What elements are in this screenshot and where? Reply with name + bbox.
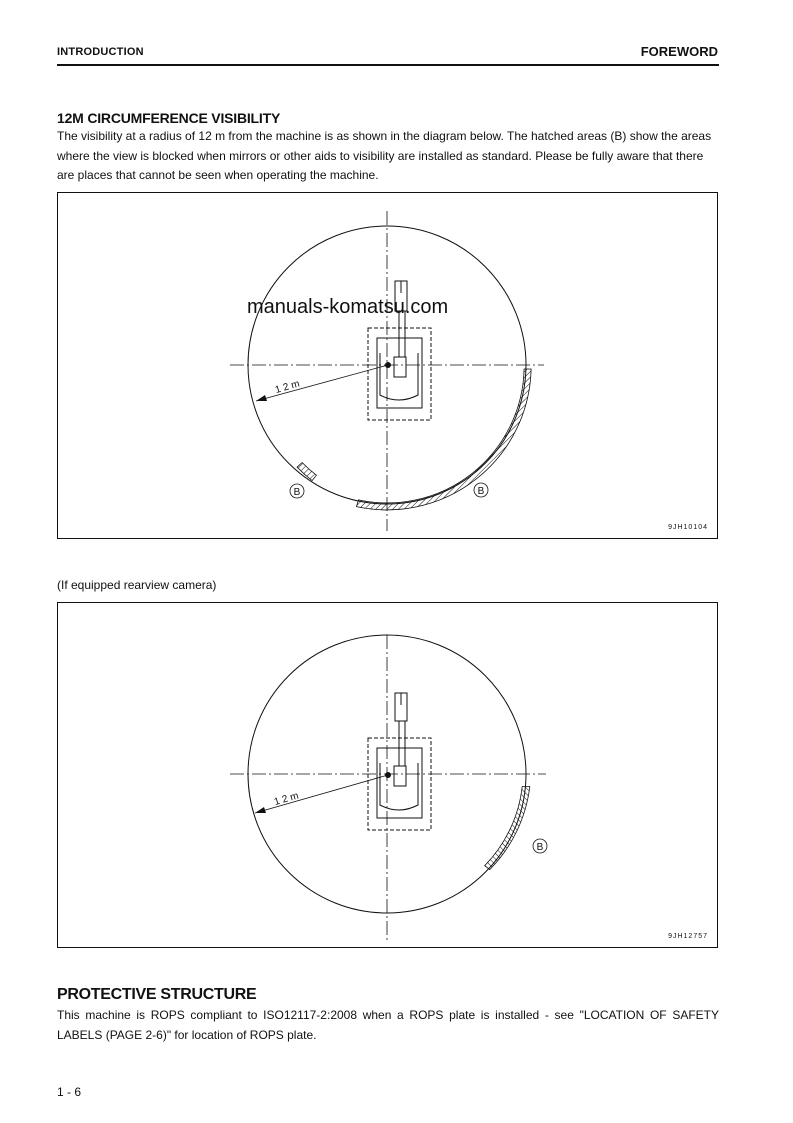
blocked-area-label-left: B [293,487,301,498]
figure-code: 9JH10104 [668,524,708,531]
blocked-area-label-rear: B [477,486,485,497]
machine-icon [368,693,431,830]
radius-arrowhead [255,807,266,813]
visibility-heading: 12M CIRCUMFERENCE VISIBILITY [57,110,281,126]
header-section: INTRODUCTION [57,46,144,58]
page-number: 1 - 6 [57,1085,82,1099]
blocked-area-rear [485,787,530,870]
visibility-diagram-camera [57,602,718,948]
diagram-standard-drawing [58,193,717,538]
visibility-paragraph: The visibility at a radius of 12 m from the machine is as shown in the diagram below. The hatched areas (B) show the areas where the view is blocked when mirrors or other aids to visibility are installed as standard. Please be fully aware that there are places that cannot be seen when operating the machine. [57,129,712,182]
figure-code: 9JH12757 [668,933,708,940]
protective-heading: PROTECTIVE STRUCTURE [57,986,257,1003]
radius-label: 1 2 m [273,378,302,396]
watermark-text: manuals-komatsu.com [247,296,449,318]
blocked-area-rear [357,369,532,510]
header-rule [57,64,719,66]
radius-arrowhead [256,395,267,401]
blocked-area-label-rear: B [536,842,544,853]
diagram-camera-drawing [58,603,717,947]
header-chapter: FOREWORD [640,44,718,59]
visibility-diagram-standard [57,192,718,539]
camera-note: (If equipped rearview camera) [57,578,217,592]
protective-paragraph: This machine is ROPS compliant to ISO12117-2:2008 when a ROPS plate is installed - see "LOCATION OF SAFETY LABELS (PAGE 2-6)" for location of ROPS plate. [57,1008,719,1042]
radius-label: 1 2 m [272,790,301,808]
